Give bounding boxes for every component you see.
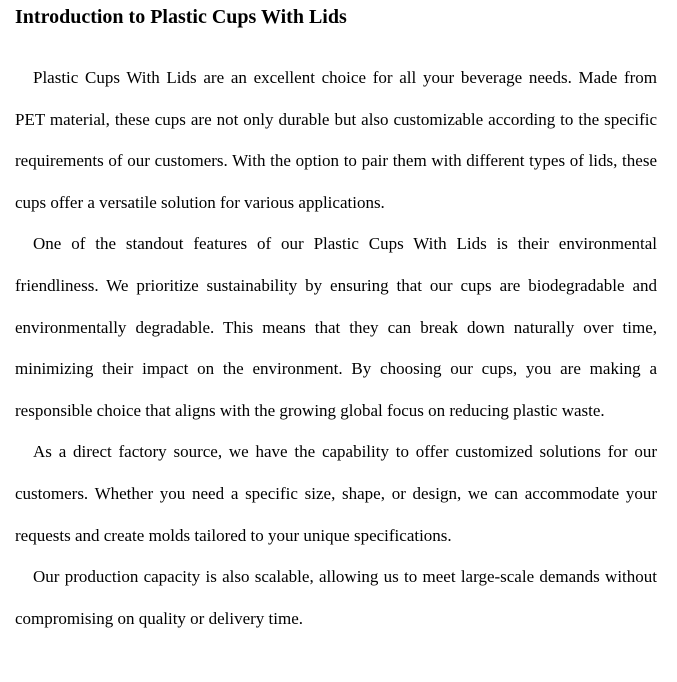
paragraph-capacity: Our production capacity is also scalable, allowing us to meet large-scale demands without compromising on quality or delivery time. xyxy=(15,567,657,628)
paragraph-customization: As a direct factory source, we have the capability to offer customized solutions for our customers. Whether you need a specific size, shape, or design, we can accommodate your requests and create molds tailored to your unique specifications. xyxy=(15,442,657,545)
document-title: Introduction to Plastic Cups With Lids xyxy=(15,6,347,28)
document-body xyxy=(15,57,657,639)
paragraph-environment: One of the standout features of our Plastic Cups With Lids is their environmental friendliness. We prioritize sustainability by ensuring that our cups are biodegradable and environmentally degradable. This means that they can break down naturally over time, minimizing their impact on the environment. By choosing our cups, you are making a responsible choice that aligns with the growing global focus on reducing plastic waste. xyxy=(15,234,657,420)
paragraph-intro: Plastic Cups With Lids are an excellent choice for all your beverage needs. Made from PET material, these cups are not only durable but also customizable according to the specific requirements of our customers. With the option to pair them with different types of lids, these cups offer a versatile solution for various applications. xyxy=(15,68,657,212)
